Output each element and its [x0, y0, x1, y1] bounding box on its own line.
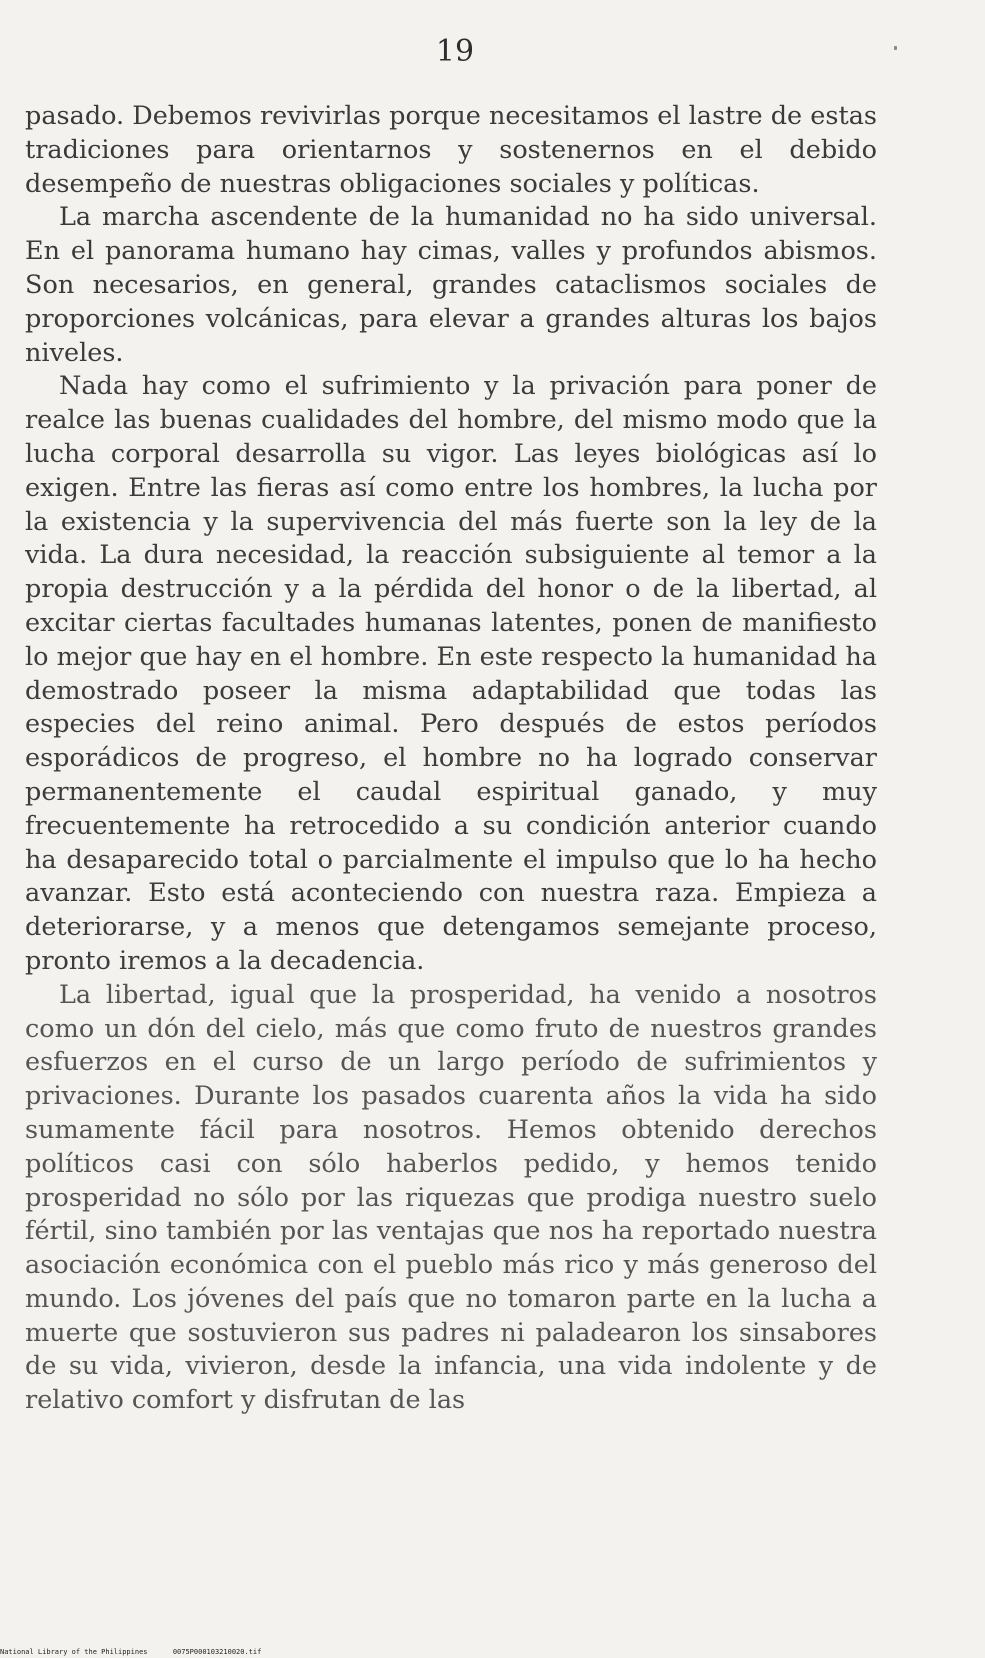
file-name: 0075P000103210020.tif: [172, 1648, 262, 1656]
paragraph: Nada hay como el sufrimiento y la privación para poner de realce las buenas cualidades del hombre, del mismo modo que la lucha corporal desarrolla su vigor. Las leyes biológicas así lo exigen. Entre las fieras así como entre los hombres, la lucha por la existencia y la supervivencia del más fuerte son la ley de la vida. La dura necesidad, la reacción subsiguiente al temor a la propia destrucción y a la pérdida del honor o de la libertad, al excitar ciertas facultades humanas latentes, ponen de manifiesto lo mejor que hay en el hombre. En este respecto la humanidad ha demostrado poseer la misma adaptabilidad que todas las especies del reino animal. Pero después de estos períodos esporádicos de progreso, el hombre no ha logrado conservar permanentemente el caudal espiritual ganado, y muy frecuentemente ha retrocedido a su condición anterior cuando ha desaparecido total o parcialmente el impulso que lo ha hecho avanzar. Esto está aconteciendo con nuestra raza. Empieza a deteriorarse, y a menos que detengamos semejante proceso, pronto iremos a la decadencia.: [25, 371, 877, 976]
paragraph: La marcha ascendente de la humanidad no ha sido universal. En el panorama humano hay cimas, valles y profundos abismos. Son necesarios, en general, grandes cataclismos sociales de proporciones volcánicas, para elevar a grandes alturas los bajos niveles.: [25, 202, 877, 368]
page-number: 19: [435, 34, 475, 69]
paragraph: pasado. Debemos revivirlas porque necesitamos el lastre de estas tradiciones para orientarnos y sostenernos en el debido desempeño de nuestras obligaciones sociales y políticas.: [25, 101, 877, 199]
paragraph: La libertad, igual que la prosperidad, ha venido a nosotros como un dón del cielo, más que como fruto de nuestros grandes esfuerzos en el curso de un largo período de sufrimientos y privaciones. Durante los pasados cuarenta años la vida ha sido sumamente fácil para nosotros. Hemos obtenido derechos políticos casi con sólo haberlos pedido, y hemos tenido prosperidad no sólo por las riquezas que prodiga nuestro suelo fértil, sino también por las ventajas que nos ha reportado nuestra asociación económica con el pueblo más rico y más generoso del mundo. Los jóvenes del país que no tomaron parte en la lucha a muerte que sostuvieron sus padres ni paladearon los sinsabores de su vida, vivieron, desde la infancia, una vida indolente y de relativo comfort y disfrutan de las: [25, 979, 877, 1416]
scan-speck: [894, 46, 897, 50]
body-text: [25, 100, 877, 1418]
archive-label: National Library of the Philippines: [0, 1648, 148, 1656]
scan-footer: [0, 1648, 261, 1656]
